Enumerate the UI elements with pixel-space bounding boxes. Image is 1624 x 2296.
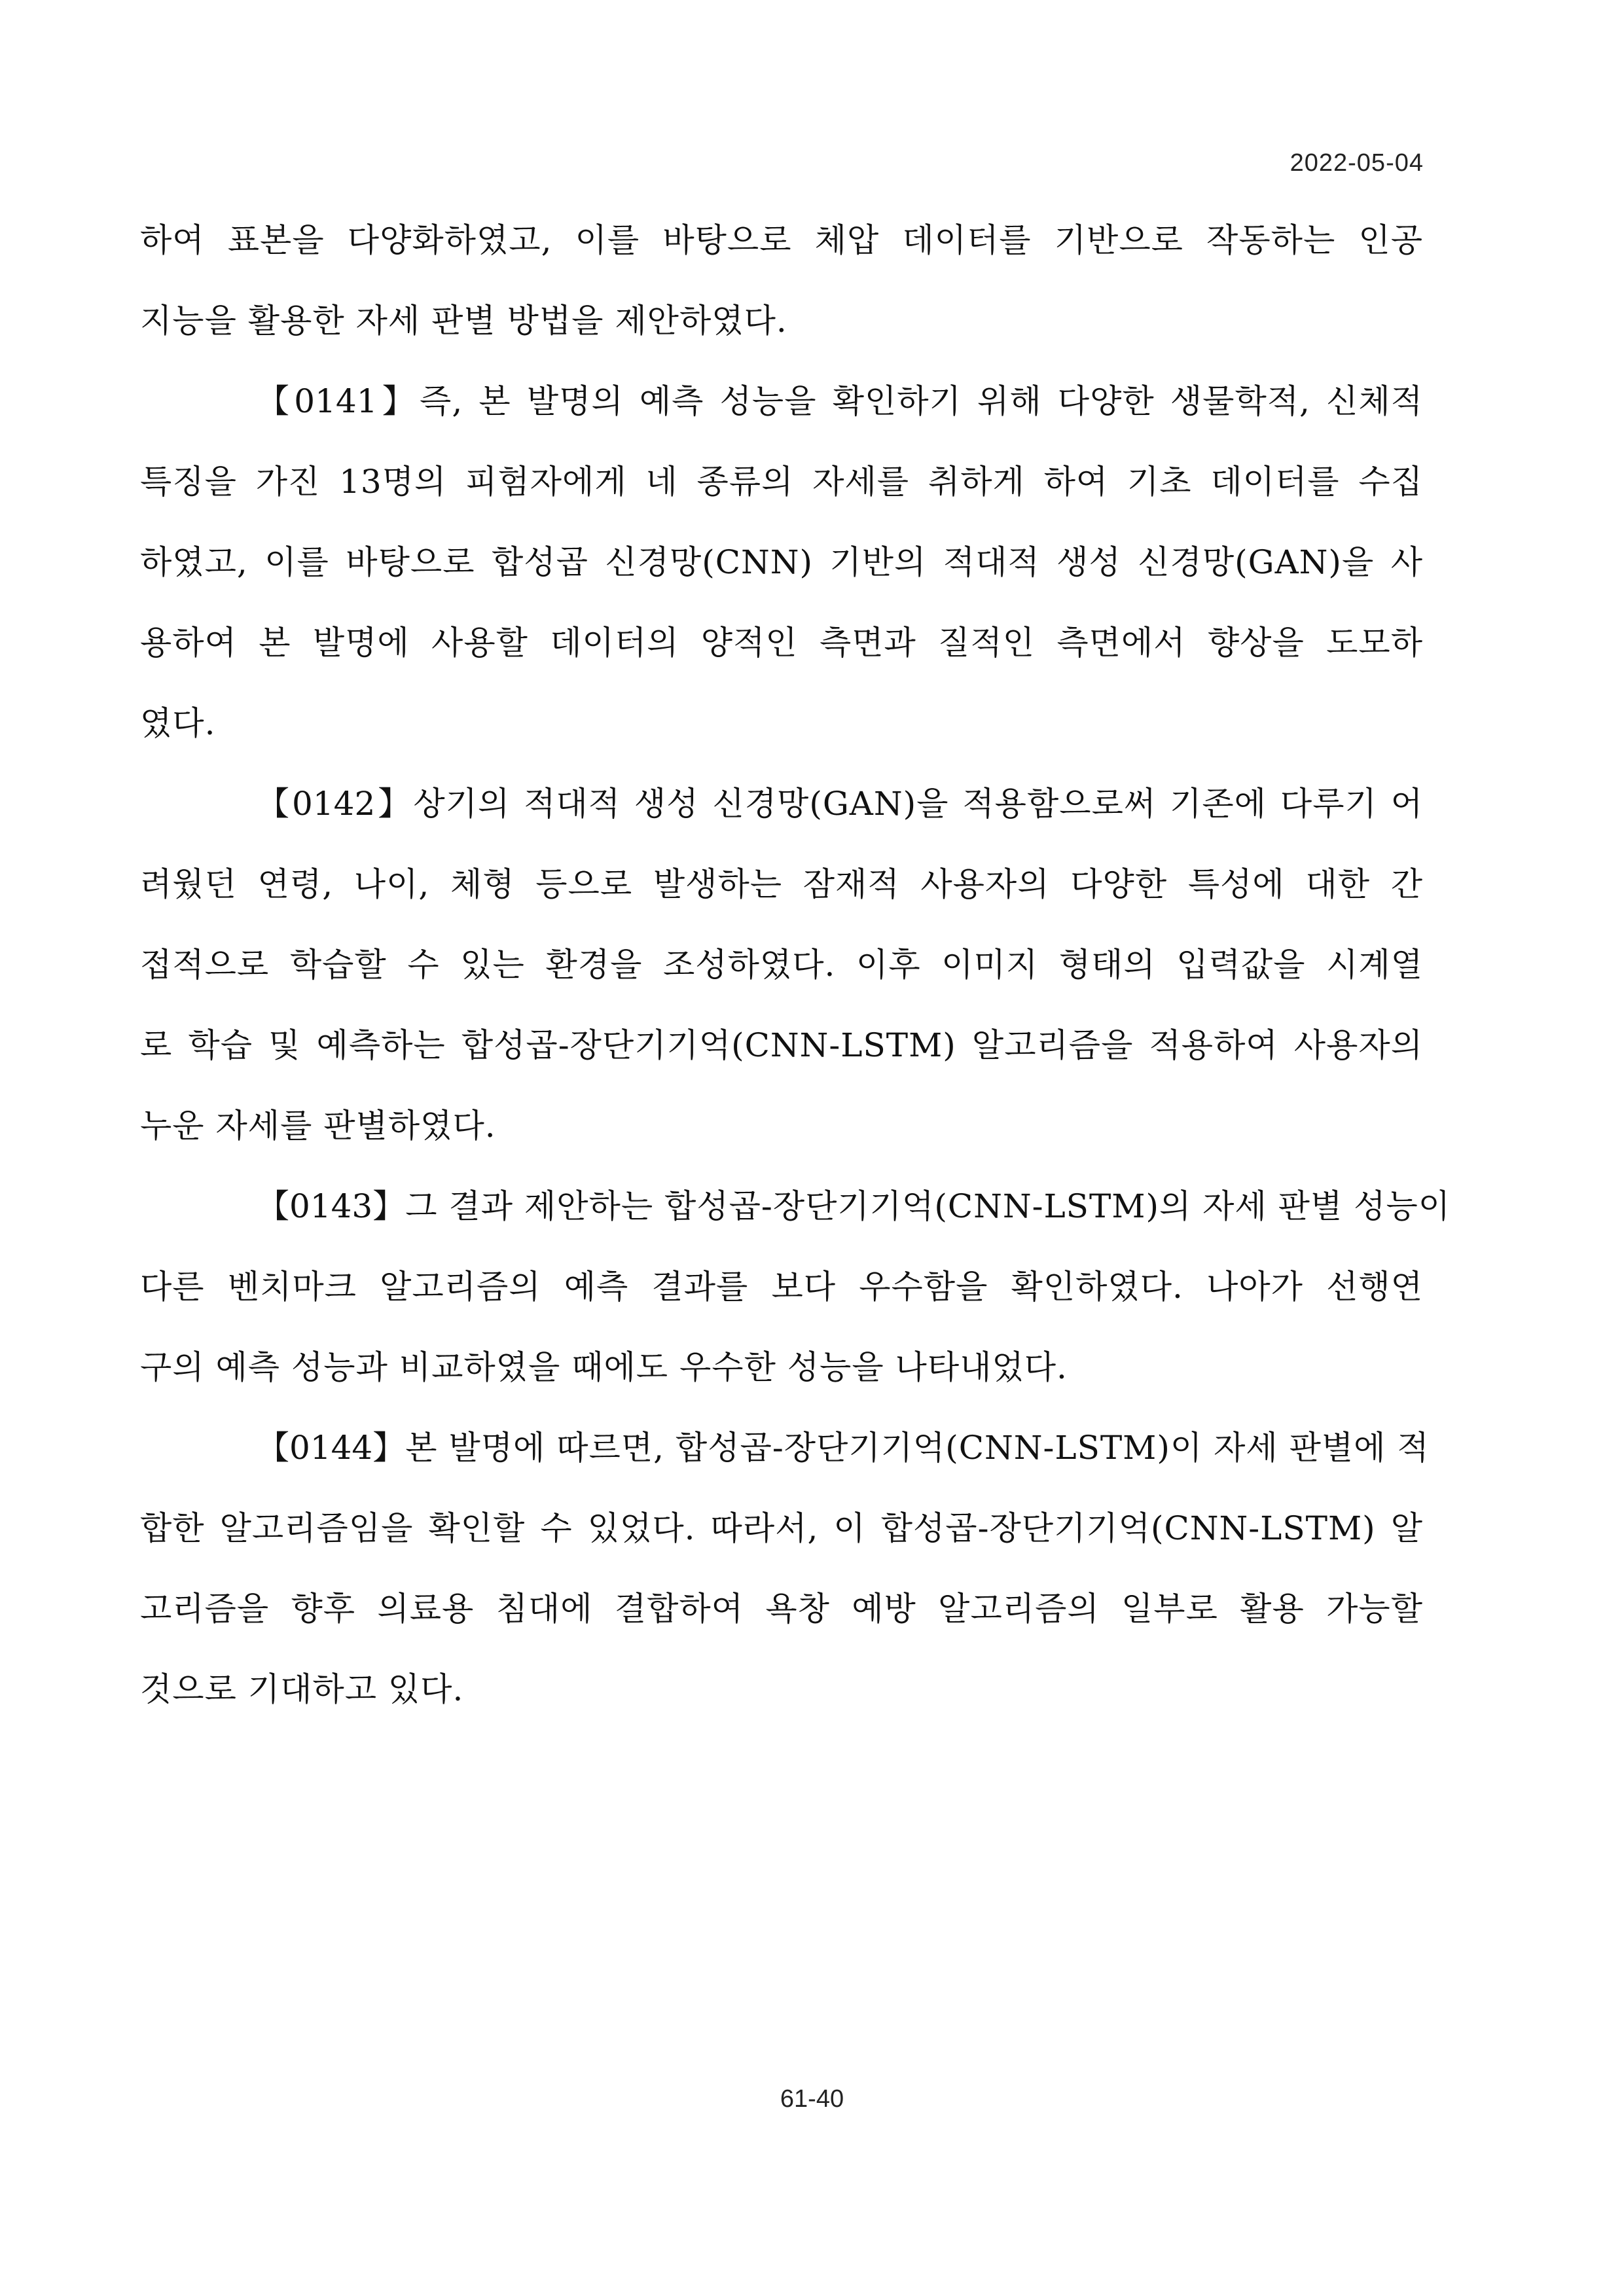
- paragraph-line: [140, 372, 1423, 452]
- paragraph-line: 지능을 활용한 자세 판별 방법을 제안하였다.: [140, 302, 787, 340]
- paragraph-text: 본 발명에 따르면, 합성곱-장단기기억(CNN-LSTM)이 자세 판별에 적: [405, 1429, 1430, 1467]
- document-body: [140, 211, 1451, 1740]
- paragraph-text: 상기의 적대적 생성 신경망(GAN)을 적용함으로써 기존에 다루기 어: [413, 785, 1424, 823]
- paragraph-number: 【0143】: [257, 1187, 406, 1225]
- paragraph-number: 【0144】: [257, 1429, 406, 1467]
- page-number: 61-40: [780, 2085, 844, 2113]
- paragraph-line: 하여 표본을 다양화하였고, 이를 바탕으로 체압 데이터를 기반으로 작동하는 인공: [140, 221, 1423, 259]
- paragraph-line: 합한 알고리즘임을 확인할 수 있었다. 따라서, 이 합성곱-장단기기억(CNN-LSTM) 알: [140, 1509, 1423, 1547]
- paragraph-number: 【0142】: [257, 785, 414, 823]
- paragraph-line: 려웠던 연령, 나이, 체형 등으로 발생하는 잠재적 사용자의 다양한 특성에 대한 간: [140, 865, 1423, 903]
- header-date: 2022-05-04: [1290, 149, 1424, 177]
- paragraph-text: 즉, 본 발명의 예측 성능을 확인하기 위해 다양한 생물학적, 신체적: [420, 382, 1423, 420]
- paragraph-number: 【0141】: [257, 382, 420, 420]
- paragraph-line: 하였고, 이를 바탕으로 합성곱 신경망(CNN) 기반의 적대적 생성 신경망(GAN)을 사: [140, 543, 1423, 581]
- paragraph-line: 누운 자세를 판별하였다.: [140, 1107, 496, 1145]
- paragraph-line: 다른 벤치마크 알고리즘의 예측 결과를 보다 우수함을 확인하였다. 나아가 선행연: [140, 1268, 1423, 1306]
- paragraph-line: 용하여 본 발명에 사용할 데이터의 양적인 측면과 질적인 측면에서 향상을 도모하: [140, 624, 1423, 662]
- paragraph-line: 접적으로 학습할 수 있는 환경을 조성하였다. 이후 이미지 형태의 입력값을 시계열: [140, 946, 1423, 984]
- paragraph-line: 로 학습 및 예측하는 합성곱-장단기기억(CNN-LSTM) 알고리즘을 적용하여 사용자의: [140, 1026, 1423, 1064]
- paragraph-line: 것으로 기대하고 있다.: [140, 1670, 464, 1708]
- paragraph-line: [140, 774, 1423, 855]
- paragraph-text: 그 결과 제안하는 합성곱-장단기기억(CNN-LSTM)의 자세 판별 성능이: [405, 1187, 1451, 1225]
- paragraph-line: 였다.: [140, 704, 216, 742]
- paragraph-line: [140, 1177, 1451, 1257]
- paragraph-line: [140, 1418, 1430, 1499]
- paragraph-line: 고리즘을 향후 의료용 침대에 결합하여 욕창 예방 알고리즘의 일부로 활용 가능할: [140, 1590, 1423, 1628]
- paragraph-line: 특징을 가진 13명의 피험자에게 네 종류의 자세를 취하게 하여 기초 데이터를 수집: [140, 463, 1423, 501]
- paragraph-line: 구의 예측 성능과 비교하였을 때에도 우수한 성능을 나타내었다.: [140, 1348, 1068, 1386]
